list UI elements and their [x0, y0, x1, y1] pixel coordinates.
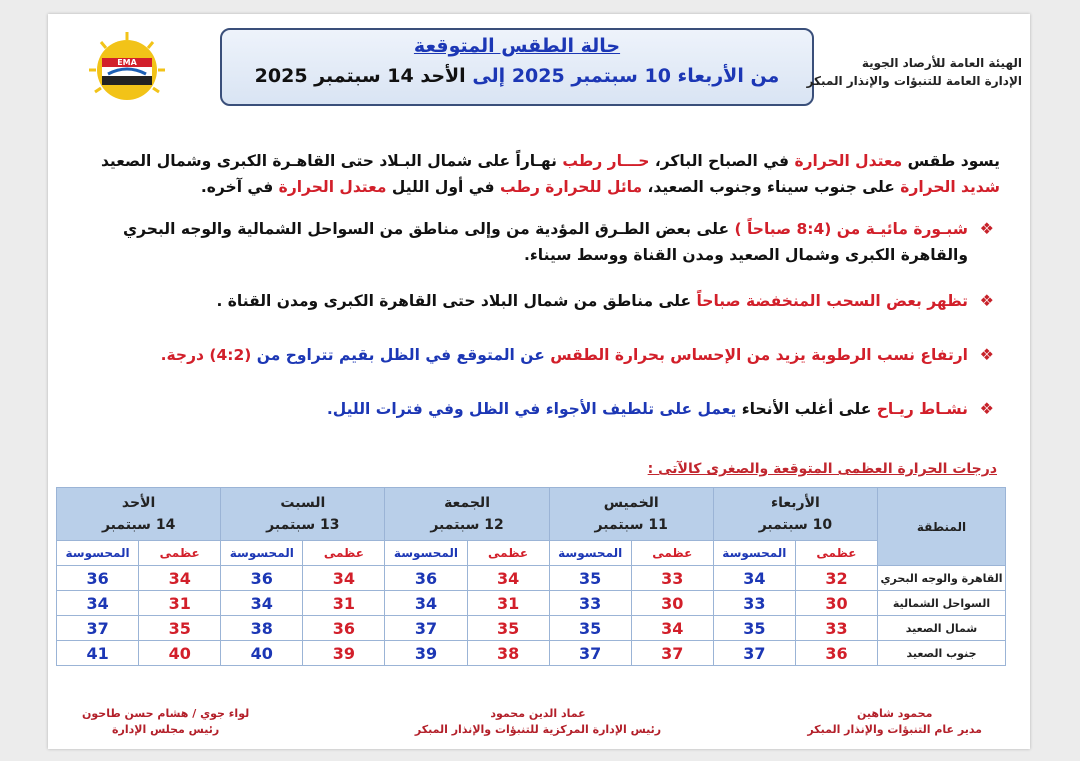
feel-value: 33 [549, 591, 631, 616]
bullet-fog [70, 216, 1000, 268]
forecast-period [222, 65, 812, 87]
bullet-text: على أغلب الأنحاء [741, 400, 872, 418]
signature-name: لواء جوي / هشام حسن طاحون [82, 707, 250, 720]
max-value: 33 [631, 566, 713, 591]
period-end: الأحد 14 سبتمبر 2025 [254, 65, 466, 87]
bullet-wind [70, 396, 1000, 422]
signature-role: رئيس الإدارة المركزية للتنبؤات والإنذار المبكر [414, 723, 662, 736]
bullet-highlight: شبـورة مائيـة من (8:4 صباحاً ) [734, 220, 968, 238]
table-row [57, 616, 1006, 641]
max-label: عظمى [303, 541, 385, 566]
intro-text: في آخره. [200, 178, 274, 196]
max-value: 35 [467, 616, 549, 641]
organization [802, 54, 1022, 90]
feel-label: المحسوسة [221, 541, 303, 566]
forecast-body [70, 148, 1000, 422]
feel-value: 37 [713, 641, 795, 666]
bullet-icon: ❖ [979, 219, 994, 238]
max-value: 37 [631, 641, 713, 666]
feel-value: 35 [549, 566, 631, 591]
intro-paragraph [70, 148, 1000, 200]
max-value: 32 [795, 566, 877, 591]
bullet-humidity [70, 342, 1000, 368]
intro-text: في الصباح الباكر، [654, 152, 790, 170]
max-label: عظمى [139, 541, 221, 566]
region-name: القاهرة والوجه البحري [878, 566, 1006, 591]
page-title: حالة الطقس المتوقعة [413, 35, 621, 57]
bullet-clouds [70, 288, 1000, 314]
day-date: 12 سبتمبر [430, 517, 504, 533]
period-to: إلى [472, 65, 506, 87]
feel-value: 34 [221, 591, 303, 616]
ema-logo [84, 30, 170, 108]
day-name: الجمعة [444, 495, 490, 511]
feel-value: 34 [713, 566, 795, 591]
max-value: 36 [795, 641, 877, 666]
feel-value: 33 [713, 591, 795, 616]
max-label: عظمى [467, 541, 549, 566]
max-value: 34 [467, 566, 549, 591]
max-value: 35 [139, 616, 221, 641]
bullet-text: على مناطق من شمال البلاد حتى القاهرة الكبرى ومدن القناة . [216, 292, 692, 310]
max-value: 30 [795, 591, 877, 616]
intro-highlight: حـــار رطب [562, 152, 650, 170]
signature-name: محمود شاهين [856, 707, 933, 720]
temperature-table [56, 487, 1006, 666]
signature-name: عماد الدين محمود [490, 707, 586, 720]
bullet-highlight: نشـاط ريـاح [876, 400, 968, 418]
day-name: السبت [280, 495, 326, 511]
bullet-icon: ❖ [979, 291, 994, 310]
intro-text: يسود طقس [907, 152, 1000, 170]
title-box [220, 28, 814, 106]
bullet-highlight-blue: عن المتوقع في الظل بقيم تتراوح من [256, 346, 545, 364]
feel-value: 34 [385, 591, 467, 616]
max-value: 34 [139, 566, 221, 591]
max-value: 30 [631, 591, 713, 616]
table-row [57, 591, 1006, 616]
region-name: شمال الصعيد [878, 616, 1006, 641]
bullet-highlight-blue: يعمل على تلطيف الأجواء في الظل وفي فترات الليل. [326, 400, 737, 418]
day-header [385, 488, 549, 541]
signature-role: رئيس مجلس الإدارة [112, 723, 220, 736]
region-header: المنطقة [878, 488, 1006, 566]
org-department: الإدارة العامة للتنبؤات والإنذار المبكر [806, 74, 1022, 88]
max-value: 36 [303, 616, 385, 641]
max-value: 38 [467, 641, 549, 666]
period-start: من الأربعاء 10 سبتمبر 2025 [511, 65, 780, 87]
bullet-highlight: ارتفاع نسب الرطوبة يزيد من الإحساس بحرارة الطقس [550, 346, 968, 364]
feel-label: المحسوسة [713, 541, 795, 566]
feel-value: 37 [549, 641, 631, 666]
feel-value: 39 [385, 641, 467, 666]
intro-text: على جنوب سيناء وجنوب الصعيد، [647, 178, 895, 196]
signature-role: مدير عام التنبؤات والإنذار المبكر [807, 723, 982, 736]
day-date: 14 سبتمبر [101, 517, 176, 533]
feel-label: المحسوسة [385, 541, 467, 566]
feel-value: 35 [549, 616, 631, 641]
bullet-icon: ❖ [979, 399, 994, 418]
day-header [57, 488, 221, 541]
max-label: عظمى [795, 541, 877, 566]
feel-value: 41 [57, 641, 139, 666]
day-date: 10 سبتمبر [758, 517, 833, 533]
intro-highlight: مائل للحرارة رطب [499, 178, 643, 196]
bullet-icon: ❖ [979, 345, 994, 364]
signature-director [807, 706, 982, 738]
day-name: الأحد [121, 495, 156, 511]
bullet-highlight: تظهر بعض السحب المنخفضة صباحاً [696, 292, 968, 310]
feel-value: 38 [221, 616, 303, 641]
day-name: الخميس [603, 495, 659, 511]
org-name: الهيئة العامة للأرصاد الجوية [861, 56, 1022, 70]
day-name: الأربعاء [770, 495, 820, 511]
feel-value: 36 [57, 566, 139, 591]
max-value: 34 [631, 616, 713, 641]
day-header [549, 488, 713, 541]
signature-central [388, 706, 688, 738]
region-name: السواحل الشمالية [878, 591, 1006, 616]
max-value: 34 [303, 566, 385, 591]
max-label: عظمى [631, 541, 713, 566]
max-value: 39 [303, 641, 385, 666]
max-value: 31 [139, 591, 221, 616]
intro-text: في أول الليل [391, 178, 495, 196]
intro-text: نهـاراً على شمال البـلاد حتى القاهـرة الكبرى وشمال الصعيد [100, 152, 557, 170]
feel-value: 36 [385, 566, 467, 591]
day-header [713, 488, 877, 541]
feel-value: 36 [221, 566, 303, 591]
feel-value: 34 [57, 591, 139, 616]
intro-highlight: معتدل الحرارة [278, 178, 387, 196]
max-value: 33 [795, 616, 877, 641]
max-value: 40 [139, 641, 221, 666]
feel-value: 35 [713, 616, 795, 641]
table-title: درجات الحرارة العظمى المتوقعة والصغرى كالآتى : [647, 461, 997, 477]
table-row [57, 566, 1006, 591]
signature-chairman [82, 706, 249, 738]
day-header [221, 488, 385, 541]
bulletin-page [48, 14, 1030, 749]
region-name: جنوب الصعيد [878, 641, 1006, 666]
day-date: 11 سبتمبر [594, 517, 668, 533]
logo-text: EMA [117, 58, 137, 67]
bullet-highlight: (4:2) درجة. [160, 346, 252, 364]
intro-highlight: شديد الحرارة [900, 178, 1000, 196]
feel-value: 37 [57, 616, 139, 641]
table-row [57, 641, 1006, 666]
max-value: 31 [467, 591, 549, 616]
intro-highlight: معتدل الحرارة [794, 152, 903, 170]
max-value: 31 [303, 591, 385, 616]
feel-value: 37 [385, 616, 467, 641]
bullet-text: على بعض الطـرق المؤدية من وإلى مناطق من السواحل الشمالية والوجه البحري والقاهرة الكبرى وشمال الصعيد ومدن القناة ووسط سيناء. [122, 220, 968, 264]
day-date: 13 سبتمبر [266, 517, 340, 533]
feel-label: المحسوسة [57, 541, 139, 566]
feel-label: المحسوسة [549, 541, 631, 566]
feel-value: 40 [221, 641, 303, 666]
